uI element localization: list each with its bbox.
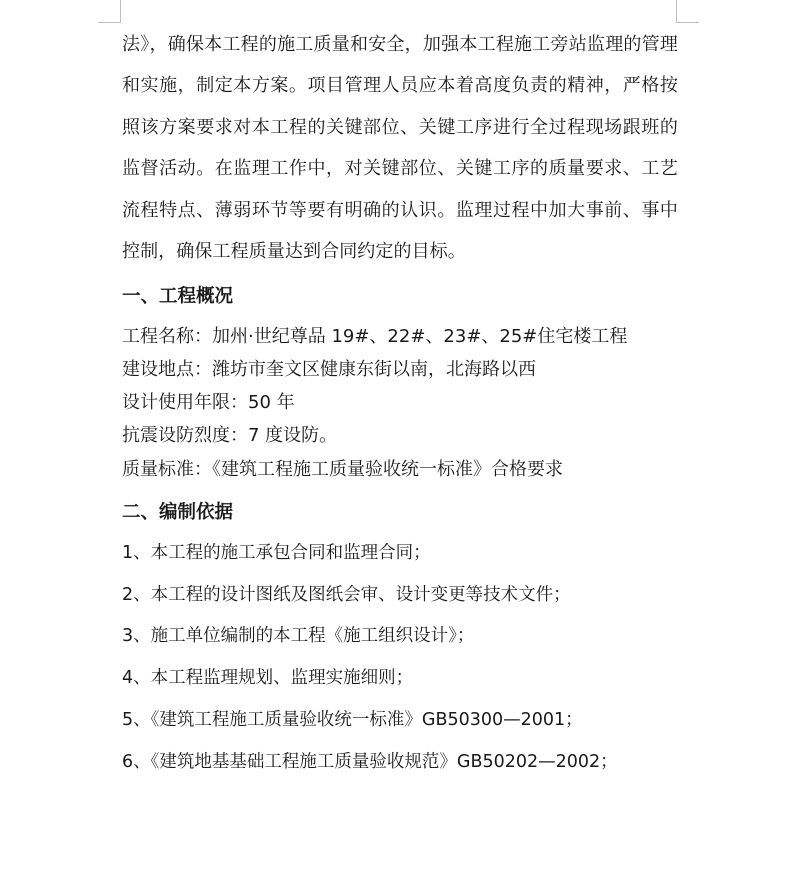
design-service-life-line: 设计使用年限：50 年 [122,392,295,413]
basis-list-item: 1、本工程的施工承包合同和监理合同； [122,543,431,563]
intro-paragraph: 法》，确保本工程的施工质量和安全，加强本工程施工旁站监理的管理和实施，制定本方案。项目管理人员应本着高度负责的精神，严格按照该方案要求对本工程的关键部位、关键工序进行全过程现场跟班的监督活动。在监理工作中，对关键部位、关键工序的质量要求、工艺流程特点、薄弱环节等要有明确的认识。监理过程中加大事前、事中控制，确保工程质量达到合同约定的目标。 [122,34,678,263]
construction-location-line: 建设地点：潍坊市奎文区健康东街以南，北海路以西 [122,359,536,380]
basis-list-item: 2、本工程的设计图纸及图纸会审、设计变更等技术文件； [122,585,571,605]
quality-standard-line: 质量标准：《建筑工程施工质量验收统一标准》合格要求 [122,459,563,480]
basis-list-item: 5、《建筑工程施工质量验收统一标准》GB50300—2001； [122,710,583,730]
section-heading-project-overview: 一、工程概况 [122,286,234,307]
basis-list-item: 6、《建筑地基基础工程施工质量验收规范》GB50202—2002； [122,752,618,772]
project-name-line: 工程名称：加州·世纪尊品 19#、22#、23#、25#住宅楼工程 [122,326,628,347]
section-heading-compilation-basis: 二、编制依据 [122,502,234,523]
seismic-fortification-line: 抗震设防烈度：7 度设防。 [122,425,338,446]
crop-mark-top-right [676,0,699,23]
basis-list-item: 4、本工程监理规划、监理实施细则； [122,668,414,688]
basis-list-item: 3、施工单位编制的本工程《施工组织设计》； [122,626,475,646]
crop-mark-top-left [98,0,121,23]
